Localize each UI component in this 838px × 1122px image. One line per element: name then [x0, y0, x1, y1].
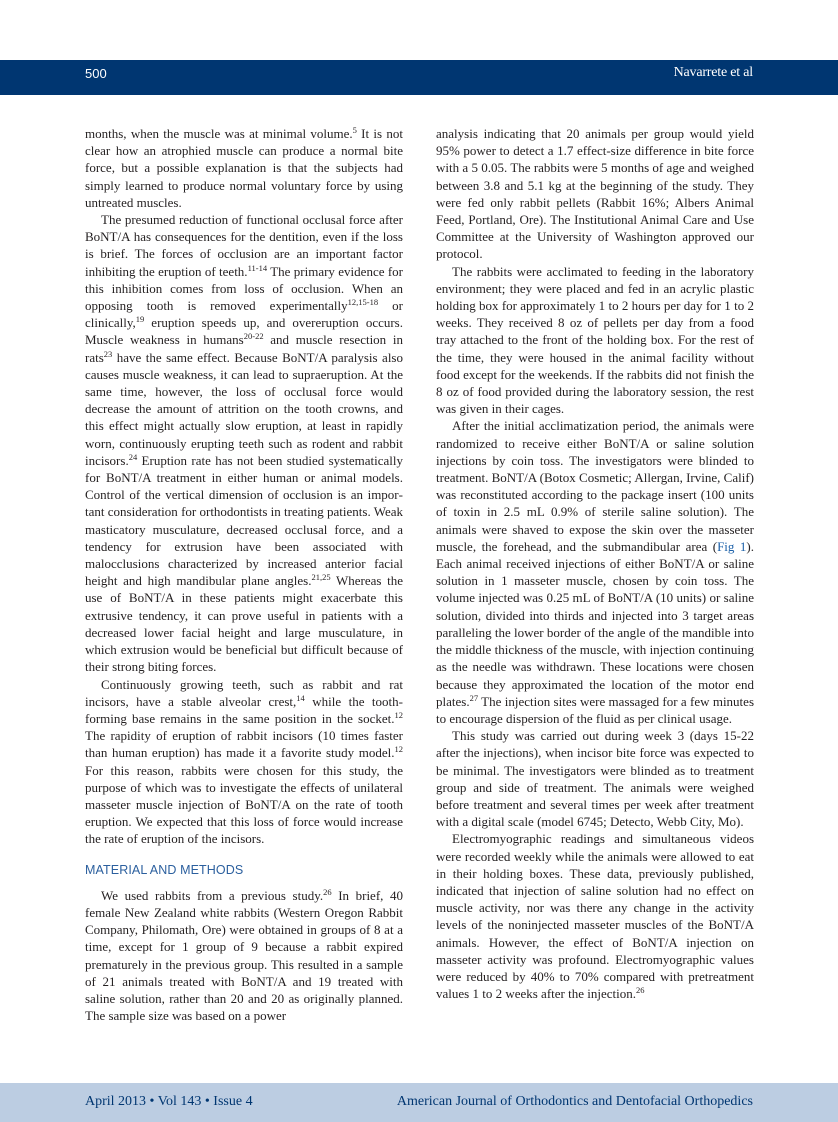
paragraph: [436, 263, 754, 418]
paragraph: [85, 211, 403, 675]
text-run: Whereas the use of BoNT/A in these patients might exacerbate this extrusive tendency, it can prove useful in patients with a decreased lower facial height and large musculature, in which extrusion would be beneficial but difficult because of their strong biting forces.: [85, 573, 403, 675]
text-run: This study was carried out during week 3 (days 15-22 after the injections), when incisor bite force was expected to be minimal. The investigators were blinded as to treatment group and side of treatment. The animals were weighed before treatment and several times per week after treatment with a digital scale (model 6745; Detecto, Webb City, Mo).: [436, 728, 754, 830]
text-run: After the initial acclimatization period, the animals were randomized to receive either BoNT/A or saline solution injections by coin toss. The investigators were blinded to treatment. BoNT/A (Botox Cosmetic; Allergan, Irvine, Calif) was reconstituted according to the package insert (100 units of toxin in 2.5 mL 0.9% of sterile saline solution). The animals were shaved to expose the skin over the masseter muscle, the forehead, and the submandibular area (: [436, 418, 754, 554]
journal-name: American Journal of Orthodontics and Dentofacial Orthopedics: [396, 1094, 753, 1109]
text-run: and muscle resection in rats: [85, 332, 403, 365]
citation-ref[interactable]: 19: [135, 314, 145, 325]
text-run: while the tooth-forming base remains in the same position in the socket.: [85, 693, 403, 726]
paragraph: [436, 727, 754, 830]
citation-ref[interactable]: 12: [394, 744, 403, 755]
paragraph: [436, 830, 754, 1002]
left-column: [85, 125, 403, 1024]
running-head-authors: Navarrete et al: [673, 65, 753, 80]
text-run: The rapidity of eruption of rabbit incisors (10 times faster than human eruption) has made it a favorite study model.: [85, 728, 403, 761]
citation-ref[interactable]: 5: [352, 125, 357, 135]
citation-ref[interactable]: 14: [296, 692, 305, 703]
citation-ref[interactable]: 26: [323, 886, 332, 897]
text-run: We used rabbits from a previous study.: [101, 887, 324, 903]
text-run: eruption speeds up, and overeruption occurs. Muscle weakness in humans: [85, 315, 403, 348]
text-run: The injection sites were massaged for a few minutes to encourage dispersion of the fluid as per clinical usage.: [436, 693, 754, 726]
text-run: In brief, 40 female New Zealand white rabbits (Western Oregon Rabbit Company, Philomath, Ore) were obtained in groups of 8 at a time, except for 1 group of 9 because a rabbit expired prematurely in the previous group. This resulted in a sample of 21 animals treated with BoNT/A and 19 treated with saline solution, rather than 20 and 20 as originally planned. The sample size was based on a power: [85, 887, 403, 1024]
text-run: The rabbits were acclimated to feeding in the laboratory environment; they were placed and fed in an acrylic plastic holding box for approximately 1 to 2 hours per day for 1 to 2 weeks. They received 8 oz of pellets per day from a food tray attached to the front of the holding box. For the rest of the time, they were housed in the animal facility without food except for the weekends. If the rabbits did not finish the 8 oz of food provided during the laboratory session, the rest was given in their cages.: [436, 263, 754, 417]
citation-ref[interactable]: 27: [469, 692, 479, 703]
citation-ref[interactable]: 26: [636, 985, 645, 996]
citation-ref[interactable]: 20-22: [243, 331, 264, 342]
running-footer: [0, 1083, 838, 1122]
citation-ref[interactable]: 12,15-18: [347, 297, 379, 308]
paragraph: [436, 125, 754, 263]
text-run: Eruption rate has not been studied systematically for BoNT/A treatment in either human or animal models. Control of the vertical dimension of occlusion is an important consideration for orthodontists in treating patients. Weak masticatory musculature, decreased occlusal force, and a tendency for extrusion have been associated with malocclusions characterized by increased anterior facial height and high mandibular plane angles.: [85, 452, 403, 589]
text-run: have the same effect. Because BoNT/A paralysis also causes muscle weakness, it can lead to supraeruption. At the same time, however, the loss of occlusal force would decrease the amount of attrition on the tooth crowns, and this effect might actually slow eruption, at least in rapidly worn, continuously erupting teeth such as rodent and rabbit incisors.: [85, 349, 403, 468]
paragraph: [85, 676, 403, 848]
paragraph: [85, 125, 403, 211]
page-number: 500: [85, 66, 107, 81]
citation-ref[interactable]: 23: [103, 348, 113, 359]
text-run: months, when the muscle was at minimal volume.: [85, 126, 353, 141]
paragraph: [436, 417, 754, 727]
figure-link[interactable]: Fig 1: [717, 538, 747, 554]
citation-ref[interactable]: 12: [394, 709, 403, 720]
right-column: [436, 125, 754, 1002]
text-run: For this reason, rabbits were chosen for this study, the purpose of which was to investigate the effects of unilateral masseter muscle injection of BoNT/A on the rate of tooth eruption. We expected that this loss of force would increase the rate of eruption of the incisors.: [85, 762, 403, 847]
text-run: ). Each animal received injections of either BoNT/A or saline solution in 1 masseter muscle, chosen by coin toss. The volume injected was 0.25 mL of BoNT/A (10 units) or saline solution, divided into thirds and injected into 3 target areas paralleling the lower border of the angle of the mandible into the middle thickness of the muscle, with injection continuing as the needle was withdrawn. These locations were chosen because they approximated the location of the motor end plates.: [436, 538, 754, 709]
text-run: analysis indicating that 20 animals per group would yield 95% power to detect a 1.7 effect-size difference in bite force with a 5 0.05. The rabbits were 5 months of age and weighed between 3.8 and 5.1 kg at the beginning of the study. They were fed only rabbit pellets (Rabbit 16%; Albers Animal Feed, Portland, Ore). The Institutional Animal Care and Use Committee at the University of Washington approved our protocol.: [436, 126, 754, 262]
text-run: Continuously growing teeth, such as rabbit and rat incisors, have a stable alveolar crest,: [85, 676, 403, 709]
citation-ref[interactable]: 21,25: [311, 572, 331, 583]
text-run: or clinically,: [85, 298, 403, 331]
paragraph: [85, 887, 403, 1025]
running-header: [0, 60, 838, 95]
text-run: The primary evidence for this inhibition comes from loss of occlusion. When an opposing tooth is removed experimentally: [85, 263, 404, 314]
citation-ref[interactable]: 24: [128, 451, 138, 462]
issue-info: April 2013 • Vol 143 • Issue 4: [85, 1094, 253, 1109]
citation-ref[interactable]: 11-14: [247, 262, 268, 273]
section-heading: MATERIAL AND METHODS: [85, 862, 244, 877]
text-run: It is not clear how an atrophied muscle can produce a normal bite force, but a possible explanation is that the subjects had simply learned to produce normal voluntary force by using untreated muscles.: [85, 126, 403, 210]
text-run: Electromyographic readings and simultaneous videos were recorded weekly while the animals were allowed to eat in their holding boxes. These data, previously published, indicated that injection of saline solution had no effect on muscle activity, nor was there any change in the activity levels of the noninjected masseter muscles of the BoNT/A animals. However, the effect of BoNT/A injection on masseter activity was profound. Electromyographic values were reduced by 40% to 70% compared with pretreatment values 1 to 2 weeks after the injection.: [436, 831, 754, 1002]
text-run: The presumed reduction of functional occlusal force after BoNT/A has consequences for the dentition, even if the loss is brief. The forces of occlusion are an important factor inhibiting the eruption of teeth.: [85, 212, 403, 279]
